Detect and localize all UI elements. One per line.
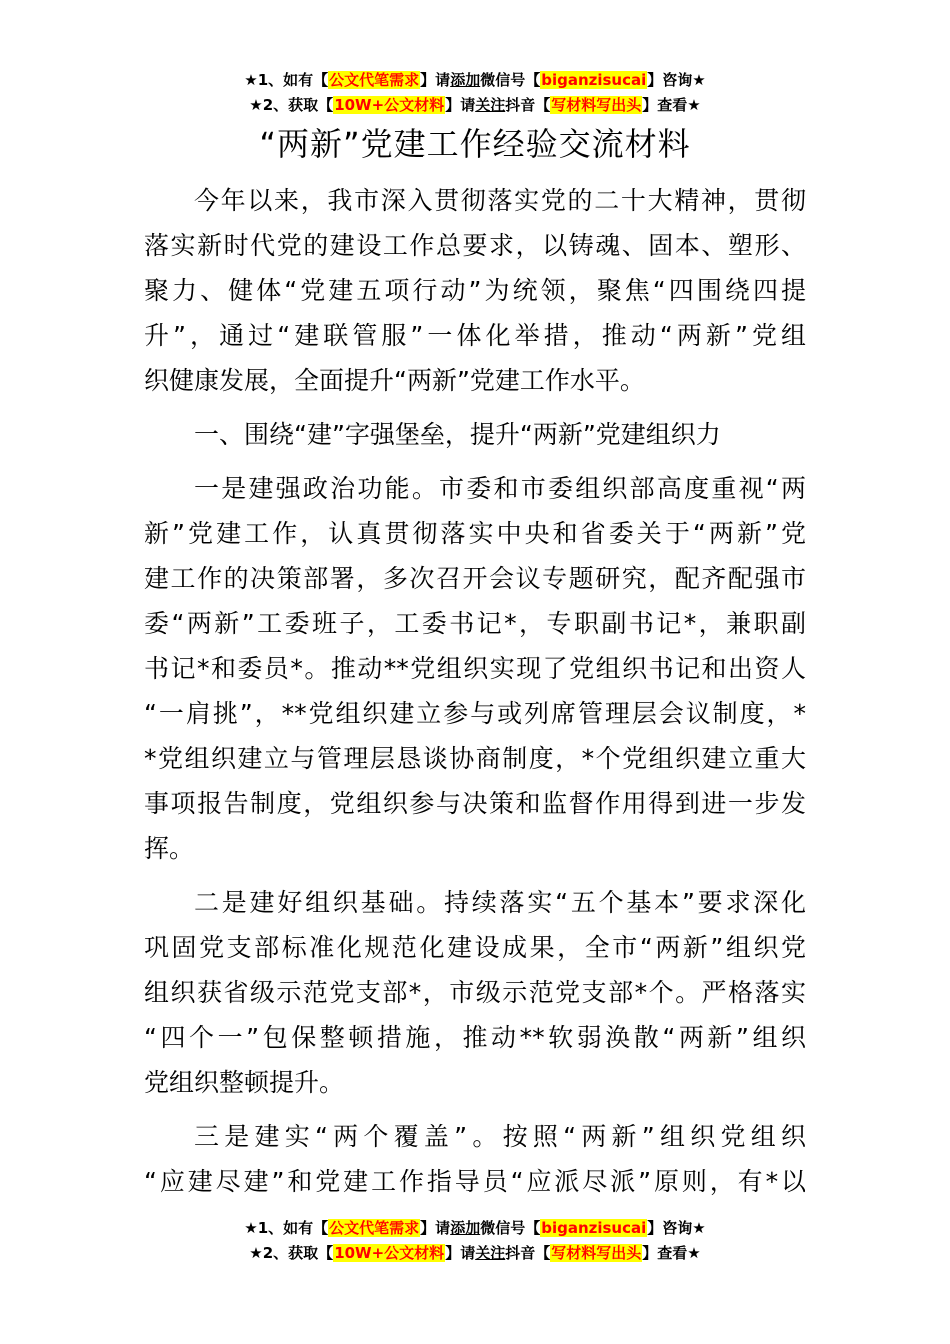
text-line: 事项报告制度，党组织参与决策和监督作用得到进一步发 [144,789,806,818]
document-body [144,178,806,1204]
footer-line-1-highlight-wechat: biganzisucai [541,1219,647,1237]
footer-banner [0,1216,950,1266]
banner-line-1-highlight-service: 公文代笔需求 [329,71,420,89]
footer-line-2-mid2: 抖音【 [505,1244,551,1262]
paragraph-intro [144,178,806,403]
text-line: 织健康发展，全面提升“两新”党建工作水平。 [144,366,645,395]
footer-line-1-highlight-service: 公文代笔需求 [329,1219,420,1237]
text-line: 二是建好组织基础。持续落实“五个基本”要求深化 [194,888,806,917]
footer-line-2-suffix: 】查看★ [642,1244,701,1262]
banner-line-2 [0,93,950,118]
banner-line-1-prefix: ★1、如有【 [244,71,329,89]
footer-line-1-prefix: ★1、如有【 [244,1219,329,1237]
banner-line-1-highlight-wechat: biganzisucai [541,71,647,89]
banner-line-2-mid: 】请 [445,96,476,114]
text-line: 建工作的决策部署，多次召开会议专题研究，配齐配强市 [144,564,806,593]
text-line: 委“两新”工委班子，工委书记*，专职副书记*，兼职副 [144,609,806,638]
banner-line-2-highlight-materials: 10W+公文材料 [334,96,445,114]
text-line: 书记*和委员*。推动**党组织实现了党组织书记和出资人 [144,654,806,683]
text-line: 组织获省级示范党支部*，市级示范党支部*个。严格落实 [144,978,806,1007]
text-line: “一肩挑”，**党组织建立参与或列席管理层会议制度，* [144,699,806,728]
paragraph-two-coverage [144,1114,806,1204]
document-title: “两新”党建工作经验交流材料 [259,125,691,163]
text-line: “四个一”包保整顿措施，推动**软弱涣散“两新”组织 [144,1023,806,1052]
text-line: 新”党建工作，认真贯彻落实中央和省委关于“两新”党 [144,519,806,548]
footer-line-2-highlight-douyin: 写材料写出头 [551,1244,642,1262]
footer-line-1-underline: 添加 [450,1219,481,1237]
paragraph-gap [144,1105,806,1114]
paragraph-gap [144,871,806,880]
paragraph-political-function [144,466,806,871]
footer-line-2-mid: 】请 [445,1244,476,1262]
footer-line-2-prefix: ★2、获取【 [249,1244,334,1262]
footer-line-1 [0,1216,950,1241]
footer-line-1-mid: 】请 [420,1219,451,1237]
paragraph-gap [144,403,806,412]
text-line: 党组织整顿提升。 [144,1068,345,1097]
paragraph-organization-base [144,880,806,1105]
text-line: 一是建强政治功能。市委和市委组织部高度重视“两 [194,474,806,503]
text-line: 巩固党支部标准化规范化建设成果，全市“两新”组织党 [144,933,806,962]
footer-line-1-suffix: 】咨询★ [647,1219,706,1237]
paragraph-gap [144,457,806,466]
text-line: 升”，通过“建联管服”一体化举措，推动“两新”党组 [144,321,806,350]
text-line: 聚力、健体“党建五项行动”为统领，聚焦“四围绕四提 [144,276,806,305]
banner-line-1-mid: 】请 [420,71,451,89]
footer-line-2-underline: 关注 [475,1244,506,1262]
banner-line-2-prefix: ★2、获取【 [249,96,334,114]
banner-line-2-suffix: 】查看★ [642,96,701,114]
banner-line-2-mid2: 抖音【 [505,96,551,114]
header-banner [0,68,950,118]
banner-line-1 [0,68,950,93]
section-heading-1 [144,412,806,457]
banner-line-1-mid2: 微信号【 [480,71,541,89]
banner-line-2-highlight-douyin: 写材料写出头 [551,96,642,114]
text-line: *党组织建立与管理层恳谈协商制度，*个党组织建立重大 [144,744,806,773]
text-line: 三是建实“两个覆盖”。按照“两新”组织党组织 [194,1122,806,1151]
footer-line-2-highlight-materials: 10W+公文材料 [334,1244,445,1262]
text-line: 挥。 [144,834,195,863]
text-line: 今年以来，我市深入贯彻落实党的二十大精神，贯彻 [194,186,806,215]
banner-line-1-underline: 添加 [450,71,481,89]
footer-line-2 [0,1241,950,1266]
heading-line: 一、围绕“建”字强堡垒，提升“两新”党建组织力 [194,420,721,449]
footer-line-1-mid2: 微信号【 [480,1219,541,1237]
banner-line-2-underline: 关注 [475,96,506,114]
text-line: “应建尽建”和党建工作指导员“应派尽派”原则，有*以 [144,1167,806,1196]
banner-line-1-suffix: 】咨询★ [647,71,706,89]
text-line: 落实新时代党的建设工作总要求，以铸魂、固本、塑形、 [144,231,806,260]
